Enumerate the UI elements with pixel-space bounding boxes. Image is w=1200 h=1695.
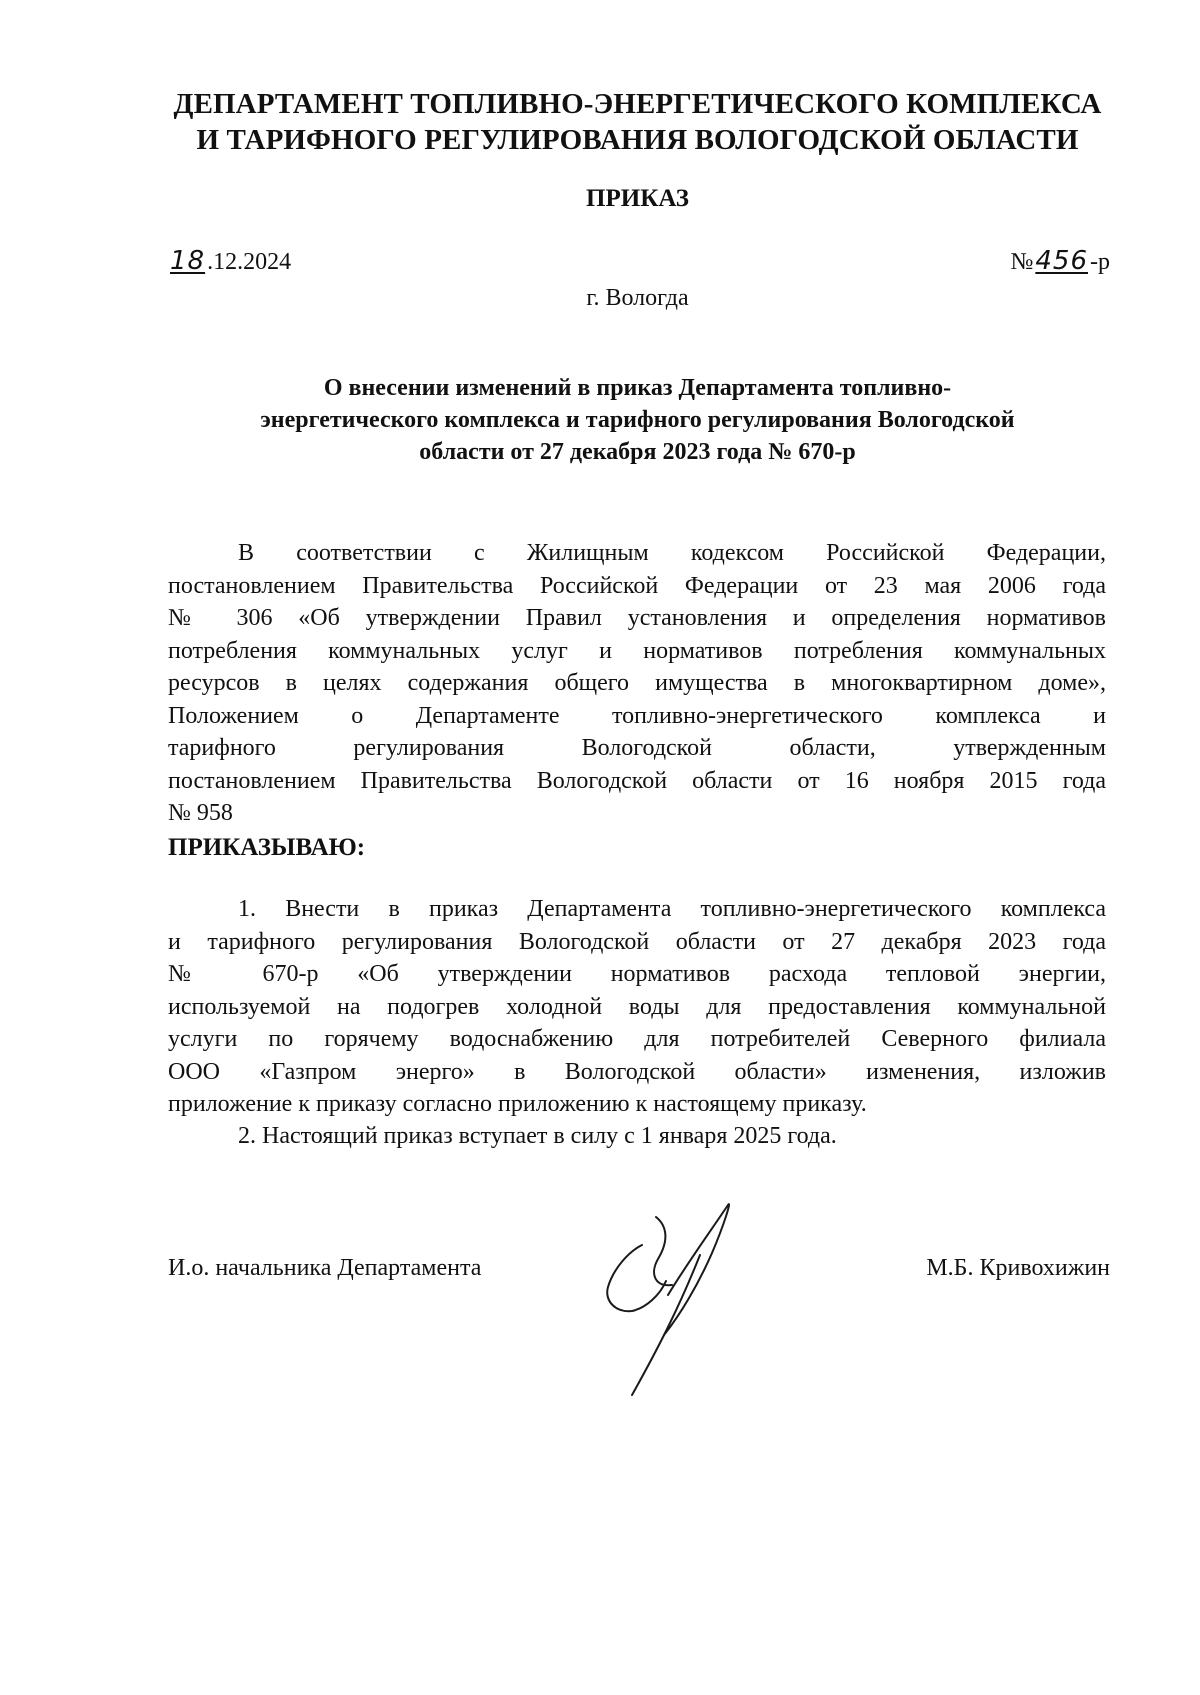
signatory-title: И.о. начальника Департамента [168,1255,482,1281]
signatory-name: М.Б. Кривохижин [926,1255,1110,1281]
document-type: ПРИКАЗ [586,185,689,212]
city: г. Вологда [586,285,689,311]
item-1-line: № 670-р «Об утверждении нормативов расхода тепловой энергии, [168,961,1106,987]
basis-line: ресурсов в целях содержания общего имущества в многоквартирном доме», [168,670,1106,696]
basis-line: постановлением Правительства Вологодской области от 16 ноября 2015 года [168,767,1106,794]
basis-line: № 958 [168,800,233,826]
item-1-line: услуги по горячему водоснабжению для потребителей Северного филиала [168,1026,1106,1052]
item-1-line: ООО «Газпром энерго» в Вологодской области» изменения, изложив [168,1058,1106,1085]
order-subject [168,372,1107,468]
item-1-paragraph [168,893,1106,1121]
subject-line-2: энергетического комплекса и тарифного регулирования Вологодской [260,407,1015,433]
order-number [1010,246,1110,277]
number-suffix: -р [1090,249,1110,275]
item-2-line: 2. Настоящий приказ вступает в силу с 1 января 2025 года. [238,1123,837,1149]
basis-line: В соответствии с Жилищным кодексом Российской Федерации, [238,540,1106,566]
basis-line: № 306 «Об утверждении Правил установления и определения нормативов [168,605,1106,631]
number-prefix: № [1010,249,1034,275]
order-date [168,246,291,277]
item-1-line: 1. Внести в приказ Департамента топливно-энергетического комплекса [238,896,1106,922]
subject-line-3: области от 27 декабря 2023 года № 670-р [419,439,856,465]
date-day-handwritten: 18 [170,246,206,276]
header-line-1: ДЕПАРТАМЕНТ ТОПЛИВНО-ЭНЕРГЕТИЧЕСКОГО КОМПЛЕКСА [173,88,1102,120]
date-rest: .12.2024 [207,249,292,275]
order-word: ПРИКАЗЫВАЮ: [168,834,366,861]
item-2-paragraph [168,1120,1106,1153]
basis-paragraph [168,537,1106,830]
basis-line: потребления коммунальных услуг и нормативов потребления коммунальных [168,637,1106,664]
handwritten-signature [600,1195,790,1400]
number-handwritten: 456 [1035,246,1088,276]
item-1-line: и тарифного регулирования Вологодской области от 27 декабря 2023 года [168,928,1106,955]
basis-line: постановлением Правительства Российской Федерации от 23 мая 2006 года [168,572,1106,599]
header-line-2: И ТАРИФНОГО РЕГУЛИРОВАНИЯ ВОЛОГОДСКОЙ ОБЛАСТИ [196,124,1079,156]
subject-line-1: О внесении изменений в приказ Департамента топливно- [323,375,952,401]
department-header [160,86,1115,158]
basis-line: тарифного регулирования Вологодской области, утвержденным [168,735,1106,761]
basis-line: Положением о Департаменте топливно-энергетического комплекса и [168,702,1106,729]
item-1-line: используемой на подогрев холодной воды для предоставления коммунальной [168,993,1106,1020]
item-1-line: приложение к приказу согласно приложению к настоящему приказу. [168,1091,867,1117]
